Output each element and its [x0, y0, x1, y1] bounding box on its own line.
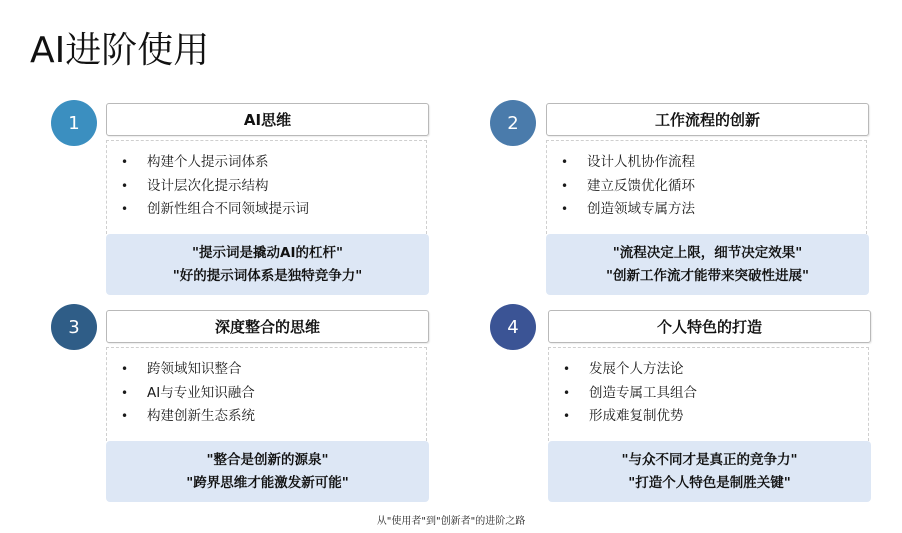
- quote-line: "提示词是撬动AI的杠杆": [191, 244, 344, 261]
- quote-line: "整合是创新的源泉": [206, 451, 329, 468]
- card-title: AI思维: [106, 103, 429, 136]
- list-item: • 构建个人提示词体系: [107, 151, 426, 175]
- list-item: • 形成难复制优势: [549, 405, 868, 429]
- quote-box: [106, 234, 429, 295]
- list-item: • AI与专业知识融合: [107, 382, 426, 406]
- list-item: • 创新性组合不同领域提示词: [107, 198, 426, 222]
- list-item: • 跨领域知识整合: [107, 358, 426, 382]
- quote-line: "创新工作流才能带来突破性进展": [605, 267, 810, 284]
- list-item: • 构建创新生态系统: [107, 405, 426, 429]
- list-item: • 创造领域专属方法: [547, 198, 866, 222]
- quote-box: [548, 441, 871, 502]
- quote-line: "与众不同才是真正的竞争力": [621, 451, 798, 468]
- bullet-list: [106, 347, 427, 441]
- card-title: 个人特色的打造: [548, 310, 871, 343]
- footer-caption: 从"使用者"到"创新者"的进阶之路: [376, 516, 526, 527]
- quote-line: "好的提示词体系是独特竞争力": [172, 267, 363, 284]
- list-item: • 建立反馈优化循环: [547, 175, 866, 199]
- quote-line: "跨界思维才能激发新可能": [186, 474, 349, 491]
- step-number-3: 3: [51, 304, 97, 350]
- list-item: • 设计人机协作流程: [547, 151, 866, 175]
- quote-line: "打造个人特色是制胜关键": [628, 474, 791, 491]
- quote-line: "流程决定上限，细节决定效果": [612, 244, 803, 261]
- quote-box: [106, 441, 429, 502]
- bullet-list: [548, 347, 869, 441]
- step-number-4: 4: [490, 304, 536, 350]
- card-title: 深度整合的思维: [106, 310, 429, 343]
- step-number-2: 2: [490, 100, 536, 146]
- quote-box: [546, 234, 869, 295]
- page-title: AI进阶使用: [30, 30, 210, 71]
- card-title: 工作流程的创新: [546, 103, 869, 136]
- list-item: • 设计层次化提示结构: [107, 175, 426, 199]
- bullet-list: [106, 140, 427, 234]
- step-number-1: 1: [51, 100, 97, 146]
- bullet-list: [546, 140, 867, 234]
- list-item: • 创造专属工具组合: [549, 382, 868, 406]
- list-item: • 发展个人方法论: [549, 358, 868, 382]
